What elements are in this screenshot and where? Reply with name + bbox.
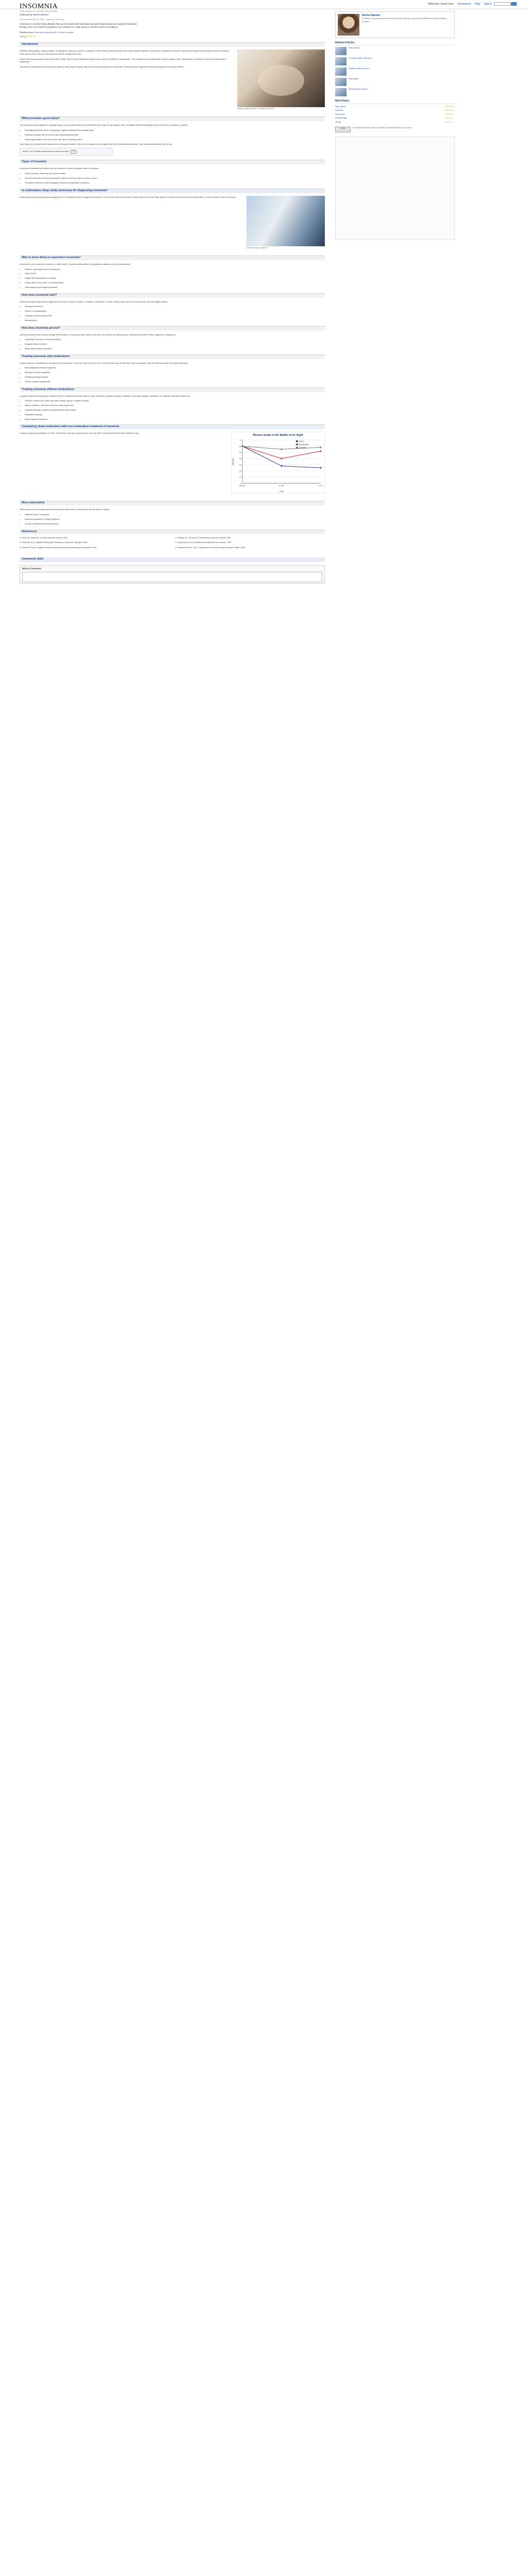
- rating-row[interactable]: [335, 106, 455, 109]
- list-item: • Illness or hospitalization: [25, 310, 325, 313]
- rating-title[interactable]: Narcolepsy: [335, 113, 345, 115]
- rating-row[interactable]: [335, 113, 455, 116]
- nonmed-list: [20, 399, 325, 420]
- rating-stars[interactable]: ★★★★☆: [26, 35, 37, 38]
- reference-item: 6. Sivertsen B et al. CBT vs zopiclone for chronic primary insomnia. JAMA. 2006.: [175, 546, 246, 549]
- pull-quote: [20, 148, 112, 156]
- intro-paragraph-3: This article summarizes how insomnia is defined, what keeps it going, and the two main approaches to treatment: medications and cognitive behavioral therapy for insomnia (CBT-I).: [20, 65, 185, 69]
- list-item: • Sleep restriction: limit time in bed to actual sleep time.: [25, 404, 325, 407]
- section-comments: Comments Q&A: [20, 557, 325, 562]
- rating-title[interactable]: Sleep apnea: [335, 105, 346, 108]
- related-thumbnail: [335, 78, 346, 86]
- meds-paragraph: Several classes of medications are approved for insomnia. They can help in the short term, but benefits may not last after they are stopped, and side effects include next-day sleepiness.: [20, 361, 188, 364]
- data-point: [281, 458, 283, 460]
- cc-logo[interactable]: cc by: [335, 127, 351, 132]
- rating-title[interactable]: Restless legs: [335, 117, 347, 119]
- x-tick-label: Before: [239, 484, 245, 487]
- intro-photo: [237, 49, 325, 110]
- persist-paragraph: Insomnia persists when people change their behavior in ways that make sense short term but weaken the sleep system: spending extra time in bed, napping, or sleeping in.: [20, 333, 176, 336]
- data-point: [320, 467, 322, 469]
- nonmed-paragraph: Cognitive behavioral therapy for insomnia (CBT-I) combines stimulus control, sleep restriction, cognitive therapy, relaxation, and sleep hygiene education. It is effective and its benefits last.: [20, 394, 190, 397]
- good-sleep-paragraph-1: Two processes work together to regulate sleep: a homeostatic sleep drive that builds the longer we are awake, and a circadian rhythm that signals when it is time to be awake or asleep.: [20, 124, 188, 127]
- meds-list: [20, 366, 325, 383]
- section-introduction: Introduction: [20, 42, 325, 47]
- author-prefix: Authored by: [20, 13, 32, 16]
- start-list: [20, 305, 325, 321]
- data-point: [320, 451, 322, 452]
- list-item: • People with chronic pain or medical illness.: [25, 281, 325, 284]
- rating-title[interactable]: Insomnia: [335, 109, 343, 111]
- reference-list: [20, 537, 325, 552]
- sleep-lab-image: [246, 196, 325, 246]
- related-item[interactable]: [335, 88, 455, 96]
- keywords: [20, 31, 325, 34]
- compare-paragraph: Studies comparing medication to CBT-I find similar short-term improvement, but only CBT-I maintains benefits after treatment ends.: [20, 432, 140, 435]
- welcome-text: Welcome, Guest User: [428, 3, 454, 6]
- comment-label: Write a Comment: [22, 567, 41, 570]
- list-item: • Strengthening sleep drive by keeping a regular schedule and avoiding naps.: [25, 129, 325, 132]
- rating-row[interactable]: [335, 121, 455, 124]
- y-axis-label: Minutes: [232, 458, 234, 466]
- list-item: • Irregular sleep schedule.: [25, 343, 325, 346]
- list-item: • Spending more time in bed than asleep.: [25, 338, 325, 341]
- y-tick-label: 30: [239, 463, 241, 466]
- list-item: • Reducing arousal in the hour before bed with a relaxing routine.: [25, 138, 325, 141]
- section-types: Types of insomnia: [20, 160, 325, 164]
- data-point: [281, 449, 283, 450]
- license-badge: [335, 127, 455, 132]
- list-item: • Keeping a regular rise time every day, including weekends.: [25, 133, 325, 137]
- comment-form: [20, 565, 325, 584]
- good-sleep-paragraph-2: Good sleep is promoted when sleep drive is strong at bedtime, when the circadian clock is aligned with the desired sleep schedule, and when arousal before bed is low.: [20, 143, 173, 146]
- keywords-label: Related terms:: [20, 30, 34, 33]
- related-link[interactable]: Circadian rhythm disorders: [349, 57, 372, 60]
- section-start: How does insomnia start?: [20, 293, 325, 298]
- section-more-info: More information: [20, 501, 325, 505]
- article-rating: [20, 35, 325, 38]
- help-link[interactable]: Help: [474, 3, 481, 6]
- list-item: • People with depression or anxiety.: [25, 277, 325, 280]
- related-link[interactable]: Restless legs syndrome: [349, 67, 370, 70]
- list-item: • Orexin receptor antagonists: [25, 380, 325, 383]
- types-list: [20, 172, 325, 184]
- sign-in-link[interactable]: Sign In: [484, 3, 492, 6]
- list-item: • Bereavement: [25, 319, 325, 322]
- types-paragraph: Insomnia is classified by duration and by whether it occurs alongside another condition.: [20, 167, 100, 170]
- section-medications: Treating insomnia with medications: [20, 354, 325, 359]
- related-thumbnail: [335, 67, 346, 76]
- related-thumbnail: [335, 88, 346, 96]
- license-text: This article is licensed under a Creative Commons Attribution 3.0 License.: [353, 127, 412, 129]
- related-item[interactable]: [335, 47, 455, 55]
- legend-swatch: [296, 440, 298, 442]
- profile-name[interactable]: Rachel Manber: [362, 14, 381, 17]
- list-item: • Sleep hygiene education.: [25, 418, 325, 421]
- list-item: • Comorbid insomnia: occurs alongside medical or psychiatric conditions.: [25, 181, 325, 184]
- rating-stars: ★★★★☆: [444, 109, 455, 111]
- y-tick-label: 60: [239, 445, 241, 448]
- x-tick-label: 6 wks: [278, 484, 285, 487]
- author-link[interactable]: Rachel Manber: [32, 13, 49, 16]
- site-logo[interactable]: INSOMNIA: [20, 3, 58, 10]
- y-tick-label: 10: [239, 476, 241, 479]
- resource-link[interactable]: • National Sleep Foundation: [25, 513, 325, 516]
- reference-item: 3. Perlis ML et al. Cognitive Behavioral Treatment of Insomnia. Springer; 2005.: [20, 541, 88, 544]
- intro-paragraph-2: People with insomnia often worry about their sleep, feel tired and irritable during the day, and find it difficult to concentrate. The condition is associated with reduced quality of life, absenteeism, accidents, and an increased risk of depression.: [20, 57, 226, 63]
- related-item[interactable]: [335, 57, 455, 65]
- data-point: [320, 447, 322, 448]
- x-tick-label: 6 mo: [318, 484, 323, 487]
- section-who: Who is more likely to experience insomnia?: [20, 256, 325, 260]
- legend-swatch: [296, 447, 298, 448]
- article: [20, 13, 325, 584]
- article-summary: Insomnia is a common sleep disorder that can be treated with medications and with sleep training and cognitive behavioral therapy. Here, we review its symptoms, how common it is, what causes it, and the science of treating it.: [20, 23, 137, 29]
- related-link[interactable]: Sleep and depression: [349, 88, 368, 91]
- list-item: • Change of sleep environment: [25, 314, 325, 317]
- lab-photo-caption: A sleep study in progress: [246, 246, 268, 249]
- profile-bio: Professor, Psychiatry and Behavioral Sciences; Director, Insomnia and Behavioral Sleep Medicine Program.: [362, 18, 447, 23]
- related-title: Related Articles: [335, 41, 455, 45]
- legend-label: CBT-I: [299, 440, 305, 443]
- rating-label: Rating: [20, 35, 26, 38]
- related-link[interactable]: Narcolepsy: [349, 78, 358, 80]
- related-item[interactable]: [335, 67, 455, 76]
- who-list: [20, 268, 325, 289]
- photo-caption: Image courtesy of Flickr · Creative Commons: [237, 108, 275, 110]
- article-meta: Last Modified Mar 24, 2010 · Stanford University: [20, 18, 64, 21]
- lab-paragraph: A laboratory sleep study (polysomnography) is not routinely needed to diagnose insomnia. It is recommended when another sleep disorder such as sleep apnea or periodic limb movements is suspected, or when treatment has not worked.: [20, 195, 237, 198]
- reference-item: 4. Spielman AJ et al. A behavioral perspective on insomnia. 1987.: [175, 541, 232, 544]
- author-line: [20, 13, 325, 17]
- list-item: • Stimulus control: go to bed only when sleepy; get up if unable to sleep.: [25, 399, 325, 402]
- rating-row[interactable]: [335, 117, 455, 120]
- intro-paragraph-1: Difficulty falling asleep, staying asleep, or waking too early are common complaints. When these problems persist and cause daytime distress, insomnia is considered a disorder. Insomnia is experienced by about a third of adults at some point in their lives and becomes chronic for roughly one in ten.: [20, 49, 229, 55]
- legend-swatch: [296, 444, 298, 445]
- persist-list: [20, 338, 325, 350]
- reference-item: 2. Edinger JD, Carney CE. Overcoming Insomnia. Oxford; 2008.: [175, 536, 231, 539]
- list-item: • Sedating antidepressants: [25, 376, 325, 379]
- sidebar-ad-space: [335, 137, 455, 240]
- search-input[interactable]: [494, 2, 510, 6]
- list-item: • Relaxation training.: [25, 413, 325, 416]
- related-item[interactable]: [335, 78, 455, 86]
- more-list: [20, 513, 325, 525]
- who-paragraph: Insomnia is more common in women, in older adults, in people with medical or psychiatric conditions, and in shift workers.: [20, 262, 131, 265]
- ratings-title: Most Rated: [335, 99, 455, 104]
- keywords-links[interactable]: insomnia, sleep disorder, chronic insomnia: [34, 30, 74, 33]
- reference-item: 5. Jacobs GD et al. Cognitive behavior therapy and pharmacotherapy for insomnia. 2004.: [20, 546, 97, 549]
- y-tick-label: 70: [239, 438, 241, 442]
- search-button[interactable]: [511, 2, 517, 6]
- y-tick-label: 20: [239, 469, 241, 472]
- list-item: • Benzodiazepine receptor agonists: [25, 366, 325, 369]
- ratings-list: [335, 106, 455, 124]
- start-paragraph: Insomnia usually begins with a triggering event such as stress, illness, a change in schedule, or a loss. Most people return to normal sleep once the trigger passes.: [20, 300, 169, 303]
- data-point: [242, 446, 243, 447]
- chart-svg: [231, 432, 325, 494]
- y-tick-label: 50: [239, 451, 241, 454]
- right-sidebar: [335, 11, 455, 240]
- avatar[interactable]: [338, 14, 359, 36]
- y-tick-label: 40: [239, 457, 241, 460]
- comment-textarea[interactable]: [22, 572, 322, 582]
- legend-label: Medication: [299, 443, 309, 446]
- comparison-chart: [231, 432, 325, 494]
- connexions-link[interactable]: Connexions: [457, 3, 471, 6]
- author-profile: [335, 11, 455, 38]
- rating-stars: ★★★★★: [444, 105, 455, 108]
- cc-badge: CC: [71, 150, 76, 154]
- list-item: • Stressful life events: [25, 305, 325, 308]
- section-lab-study: Is a laboratory sleep study necessary for diagnosing insomnia?: [20, 189, 325, 193]
- list-item: • Worry about sleep at bedtime.: [25, 347, 325, 350]
- good-sleep-list: [20, 129, 325, 141]
- y-tick-label: 0: [240, 482, 241, 485]
- related-thumbnail: [335, 47, 346, 55]
- rating-row[interactable]: [335, 109, 455, 112]
- pull-quote-text: About 1 in 10 adults experiences chronic insomnia.: [23, 150, 70, 153]
- list-item: • Melatonin receptor agonists: [25, 371, 325, 374]
- related-link[interactable]: Sleep apnea: [349, 47, 360, 49]
- reference-item: 1. Morin CM, Benca R. Chronic insomnia. Lancet. 2012.: [20, 536, 68, 539]
- resource-link[interactable]: • American Academy of Sleep Medicine: [25, 518, 325, 521]
- rating-stars: ★★★★☆: [444, 113, 455, 115]
- breadcrumb[interactable]: Sleep disorders | Insomnia | Sleep health: [20, 10, 57, 12]
- section-persist: How does insomnia persist?: [20, 326, 325, 331]
- more-paragraph: Web resources on insomnia and sleep health are listed below, along with books for further reading.: [20, 508, 110, 511]
- lab-photo: [246, 196, 325, 249]
- sleeping-person-image: [237, 49, 325, 107]
- list-item: • Older adults.: [25, 272, 325, 275]
- x-axis-label: Time: [279, 490, 284, 493]
- section-comparison: Comparing sleep medication with non-medication treatment of insomnia: [20, 425, 325, 429]
- data-point: [281, 465, 283, 467]
- rating-stars: ★★★☆☆: [444, 121, 455, 123]
- list-item: • Shift workers and frequent travelers.: [25, 286, 325, 289]
- rating-stars: ★★★☆☆: [444, 117, 455, 119]
- section-references: References: [20, 530, 325, 534]
- legend-label: Placebo: [299, 446, 307, 449]
- related-thumbnail: [335, 57, 346, 65]
- section-non-medication: Treating insomnia without medications: [20, 387, 325, 392]
- chart-title: Minutes Awake in the Middle of the Night: [253, 434, 303, 437]
- site-header: [0, 0, 528, 9]
- section-good-sleep: What promotes good sleep?: [20, 116, 325, 121]
- resource-link[interactable]: • Society of Behavioral Sleep Medicine: [25, 522, 325, 526]
- list-item: • Acute insomnia: lasts less than three months.: [25, 172, 325, 175]
- list-item: • Women, especially around menopause.: [25, 268, 325, 271]
- list-item: • Chronic insomnia: occurs at least three nights a week for three months or more.: [25, 177, 325, 180]
- rating-title[interactable]: Jet lag: [335, 121, 341, 123]
- top-links: [425, 3, 492, 6]
- list-item: • Cognitive therapy: address unhelpful beliefs about sleep.: [25, 409, 325, 412]
